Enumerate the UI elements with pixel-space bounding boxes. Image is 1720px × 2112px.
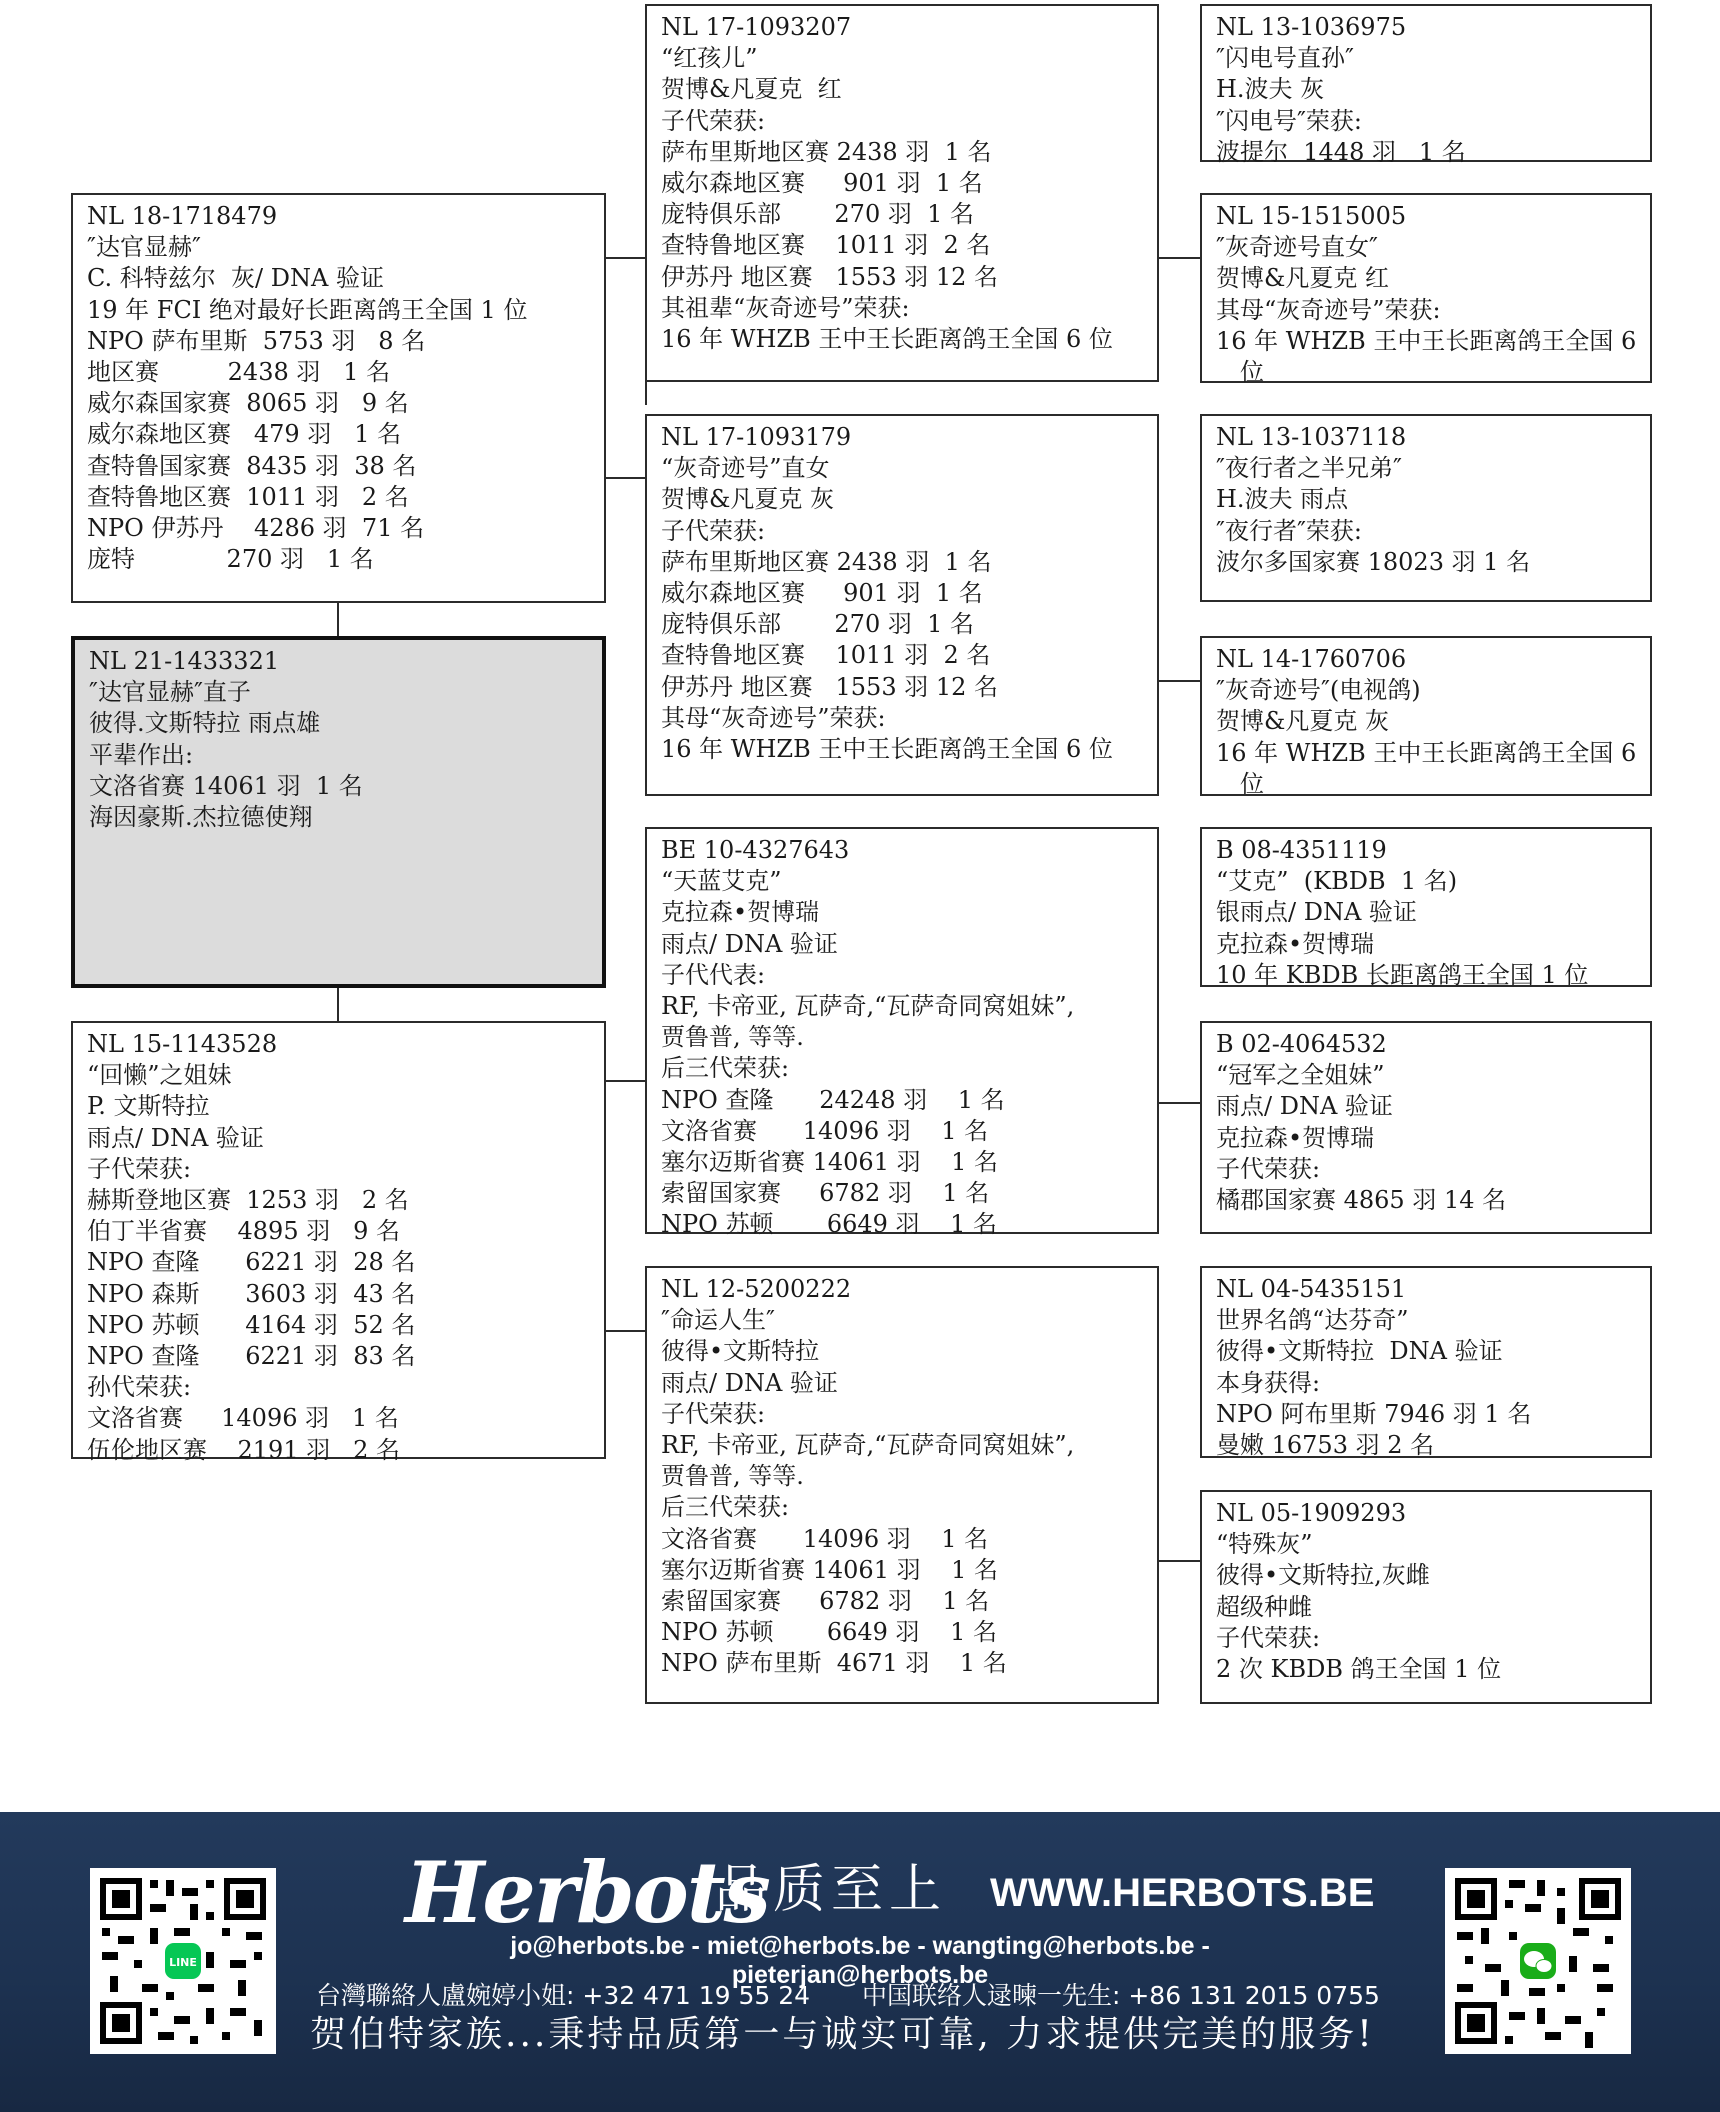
card-line: 本身获得: bbox=[1216, 1368, 1321, 1397]
connector bbox=[337, 600, 339, 636]
ss-dam-card bbox=[1200, 193, 1652, 387]
card-line: 贾鲁普, 等等. bbox=[661, 1462, 804, 1491]
card-line: NPO 森斯 3603 羽 43 名 bbox=[87, 1279, 416, 1308]
dam-dam-card bbox=[645, 1266, 1159, 1704]
card-line: 威尔森地区赛 901 羽 1 名 bbox=[661, 579, 983, 608]
card-line: 索留国家赛 6782 羽 1 名 bbox=[661, 1587, 990, 1616]
card-line: 子代荣获: bbox=[661, 1399, 766, 1428]
card-line: 文洛省赛 14096 羽 1 名 bbox=[661, 1524, 989, 1553]
card-line: 威尔森地区赛 479 羽 1 名 bbox=[87, 420, 402, 449]
company-motto: 贺伯特家族...秉持品质第一与诚实可靠, 力求提供完美的服务! bbox=[310, 2014, 1375, 2055]
card-line: NPO 萨布里斯 5753 羽 8 名 bbox=[87, 326, 426, 355]
card-line: NL 04-5435151 bbox=[1216, 1275, 1407, 1303]
connector bbox=[1158, 1102, 1200, 1104]
card-line: 伊苏丹 地区赛 1553 羽 12 名 bbox=[661, 672, 999, 701]
card-line: 地区赛 2438 羽 1 名 bbox=[87, 358, 391, 387]
card-line: 银雨点/ DNA 验证 bbox=[1216, 898, 1417, 927]
slogan: 品质至上 bbox=[715, 1860, 948, 1920]
card-line: 平辈作出: bbox=[89, 740, 194, 769]
card-line: 16 年 WHZB 王中王长距离鸽王全国 6 bbox=[1216, 738, 1637, 767]
card-line: ″夜行者之半兄弟″ bbox=[1216, 454, 1402, 483]
wechat-qr-code[interactable] bbox=[1445, 1868, 1631, 2054]
card-line: “特殊灰” bbox=[1216, 1530, 1313, 1559]
footer-banner bbox=[0, 1812, 1720, 2112]
card-line: 海因豪斯.杰拉德使翔 bbox=[89, 803, 313, 832]
card-line: 其祖辈“灰奇迹号”荣获: bbox=[661, 293, 910, 322]
card-line: NPO 伊苏丹 4286 羽 71 名 bbox=[87, 514, 425, 543]
card-line: 10 年 KBDB 长距离鸽王全国 1 位 bbox=[1216, 960, 1589, 989]
card-line: 雨点/ DNA 验证 bbox=[1216, 1092, 1393, 1121]
card-line: 子代荣获: bbox=[1216, 1623, 1321, 1652]
card-line: RF, 卡帝亚, 瓦萨奇,“瓦萨奇同窝姐妹”, bbox=[661, 1431, 1075, 1460]
card-line: 伯丁半省赛 4895 羽 9 名 bbox=[87, 1217, 401, 1246]
svg-text:LINE: LINE bbox=[169, 1956, 197, 1969]
card-line: 克拉森•贺博瑞 bbox=[1216, 929, 1375, 958]
card-line: 雨点/ DNA 验证 bbox=[661, 1368, 838, 1397]
card-line: ″达官显赫″ bbox=[87, 233, 201, 262]
card-line: 威尔森地区赛 901 羽 1 名 bbox=[661, 169, 983, 198]
ds-dam-card bbox=[1200, 1021, 1652, 1234]
card-line: 雨点/ DNA 验证 bbox=[87, 1123, 264, 1152]
card-line: “红孩儿” bbox=[661, 44, 758, 73]
ds-sire-card bbox=[1200, 827, 1652, 987]
card-line: 查特鲁地区赛 1011 羽 2 名 bbox=[661, 641, 991, 670]
card-line: 文洛省赛 14096 羽 1 名 bbox=[661, 1116, 989, 1145]
card-line: 贺博&凡夏克 红 bbox=[661, 75, 842, 104]
card-line: 塞尔迈斯省赛 14061 羽 1 名 bbox=[661, 1148, 999, 1177]
card-line: 贾鲁普, 等等. bbox=[661, 1023, 804, 1052]
card-line: ″闪电号直孙″ bbox=[1216, 44, 1354, 73]
card-line: NL 15-1515005 bbox=[1216, 202, 1407, 230]
card-line: NL 13-1036975 bbox=[1216, 13, 1407, 41]
card-line: 子代荣获: bbox=[87, 1154, 192, 1183]
card-line: 彼得•文斯特拉 DNA 验证 bbox=[1216, 1337, 1503, 1366]
card-line: B 02-4064532 bbox=[1216, 1030, 1387, 1058]
card-line: NL 18-1718479 bbox=[87, 202, 278, 230]
connector bbox=[605, 1080, 645, 1082]
card-line: H.波夫 雨点 bbox=[1216, 485, 1349, 514]
connector bbox=[605, 1330, 645, 1332]
card-line: 橘郡国家赛 4865 羽 14 名 bbox=[1216, 1186, 1507, 1215]
website-link[interactable]: WWW.HERBOTS.BE bbox=[990, 1871, 1375, 1915]
card-line: 位 bbox=[1240, 358, 1264, 387]
card-line: 贺博&凡夏克 灰 bbox=[1216, 707, 1389, 736]
card-line: 16 年 WHZB 王中王长距离鸽王全国 6 位 bbox=[661, 325, 1113, 354]
card-line: NPO 查隆 6221 羽 83 名 bbox=[87, 1342, 416, 1371]
card-line: 威尔森国家赛 8065 羽 9 名 bbox=[87, 389, 409, 418]
connector bbox=[1158, 680, 1200, 682]
card-line: 子代荣获: bbox=[661, 516, 766, 545]
card-line: P. 文斯特拉 bbox=[87, 1092, 210, 1121]
card-line: 16 年 WHZB 王中王长距离鸽王全国 6 位 bbox=[661, 735, 1113, 764]
connector bbox=[337, 988, 339, 1022]
dd-dam-card bbox=[1200, 1490, 1652, 1704]
contact-taiwan: 台灣聯絡人盧婉婷小姐: +32 471 19 55 24 bbox=[316, 1981, 811, 2010]
card-line: 庞特 270 羽 1 名 bbox=[87, 545, 374, 574]
dd-sire-card bbox=[1200, 1266, 1652, 1458]
card-line: 文洛省赛 14061 羽 1 名 bbox=[89, 771, 363, 800]
card-line: NPO 查隆 6221 羽 28 名 bbox=[87, 1248, 416, 1277]
card-line: NL 05-1909293 bbox=[1216, 1499, 1407, 1527]
card-line: 彼得.文斯特拉 雨点雄 bbox=[89, 709, 321, 738]
card-line: 世界名鸽“达芬奇” bbox=[1216, 1306, 1409, 1335]
connector bbox=[1158, 257, 1200, 259]
card-line: 伊苏丹 地区赛 1553 羽 12 名 bbox=[661, 262, 999, 291]
sire-sire-card bbox=[645, 4, 1159, 382]
card-line: 克拉森•贺博瑞 bbox=[661, 898, 820, 927]
card-line: ″命运人生″ bbox=[661, 1306, 775, 1335]
card-line: 其母“灰奇迹号”荣获: bbox=[1216, 295, 1441, 324]
card-line: ″夜行者″荣获: bbox=[1216, 516, 1363, 545]
card-line: 萨布里斯地区赛 2438 羽 1 名 bbox=[661, 547, 992, 576]
card-line: NPO 萨布里斯 4671 羽 1 名 bbox=[661, 1649, 1007, 1678]
card-line: 彼得•文斯特拉,灰雌 bbox=[1216, 1561, 1430, 1590]
sd-sire-card bbox=[1200, 414, 1652, 602]
card-line: “天蓝艾克” bbox=[661, 867, 782, 896]
card-line: NL 21-1433321 bbox=[89, 647, 280, 675]
card-line: 贺博&凡夏克 灰 bbox=[661, 485, 834, 514]
connector bbox=[1158, 1560, 1200, 1562]
card-line: 查特鲁国家赛 8435 羽 38 名 bbox=[87, 451, 417, 480]
card-line: 孙代荣获: bbox=[87, 1373, 192, 1402]
connector bbox=[605, 257, 645, 259]
card-line: NPO 查隆 24248 羽 1 名 bbox=[661, 1085, 1005, 1114]
card-line: ″灰奇迹号″(电视鸽) bbox=[1216, 676, 1421, 705]
card-line: 超级种雌 bbox=[1216, 1592, 1312, 1621]
card-line: RF, 卡帝亚, 瓦萨奇,“瓦萨奇同窝姐妹”, bbox=[661, 992, 1075, 1021]
email-contacts[interactable]: jo@herbots.be - miet@herbots.be - wangting@herbots.be - pieterjan@herbots.be bbox=[510, 1932, 1210, 1989]
card-line: 波尔多国家赛 18023 羽 1 名 bbox=[1216, 547, 1531, 576]
card-line: 庞特俱乐部 270 羽 1 名 bbox=[661, 200, 974, 229]
card-line: NL 12-5200222 bbox=[661, 1275, 852, 1303]
dam-card bbox=[71, 1021, 606, 1464]
card-line: 查特鲁地区赛 1011 羽 2 名 bbox=[87, 482, 409, 511]
card-line: 其母“灰奇迹号”荣获: bbox=[661, 703, 886, 732]
card-line: 查特鲁地区赛 1011 羽 2 名 bbox=[661, 231, 991, 260]
card-line: “灰奇迹号”直女 bbox=[661, 454, 830, 483]
card-line: NPO 苏顿 4164 羽 52 名 bbox=[87, 1310, 416, 1339]
card-line: NPO 苏顿 6649 羽 1 名 bbox=[661, 1210, 997, 1239]
card-line: 16 年 WHZB 王中王长距离鸽王全国 6 bbox=[1216, 326, 1637, 355]
card-line: 2 次 KBDB 鸽王全国 1 位 bbox=[1216, 1655, 1502, 1684]
card-line: B 08-4351119 bbox=[1216, 836, 1387, 864]
phone-contacts bbox=[316, 1976, 1406, 2012]
card-line: 赫斯登地区赛 1253 羽 2 名 bbox=[87, 1186, 409, 1215]
card-line: 曼嫩 16753 羽 2 名 bbox=[1216, 1431, 1435, 1460]
card-line: “回懒”之姐妹 bbox=[87, 1061, 232, 1090]
sire-card bbox=[71, 193, 606, 603]
ss-sire-card bbox=[1200, 4, 1652, 166]
card-line: 彼得•文斯特拉 bbox=[661, 1337, 820, 1366]
card-line: 后三代荣获: bbox=[661, 1493, 790, 1522]
card-line: 子代荣获: bbox=[1216, 1154, 1321, 1183]
sire-dam-card bbox=[645, 414, 1159, 796]
card-line: NL 17-1093179 bbox=[661, 423, 852, 451]
card-line: 贺博&凡夏克 红 bbox=[1216, 264, 1389, 293]
card-line: NPO 阿布里斯 7946 羽 1 名 bbox=[1216, 1399, 1532, 1428]
card-line: 子代荣获: bbox=[661, 106, 766, 135]
card-line: NL 14-1760706 bbox=[1216, 645, 1407, 673]
card-line: 19 年 FCI 绝对最好长距离鸽王全国 1 位 bbox=[87, 295, 528, 324]
connector bbox=[605, 477, 645, 479]
sd-dam-card bbox=[1200, 636, 1652, 796]
card-line: C. 科特兹尔 灰/ DNA 验证 bbox=[87, 264, 384, 293]
card-line: 后三代荣获: bbox=[661, 1054, 790, 1083]
card-line: 庞特俱乐部 270 羽 1 名 bbox=[661, 610, 974, 639]
card-line: 索留国家赛 6782 羽 1 名 bbox=[661, 1179, 990, 1208]
dam-sire-card bbox=[645, 827, 1159, 1239]
card-line: ″闪电号″荣获: bbox=[1216, 106, 1363, 135]
card-line: NL 15-1143528 bbox=[87, 1030, 278, 1058]
card-line: 位 bbox=[1240, 769, 1264, 798]
line-qr-code[interactable] bbox=[90, 1868, 276, 2054]
herbots-logo: Herbots bbox=[405, 1843, 769, 1942]
card-line: 伍伦地区赛 2191 羽 2 名 bbox=[87, 1435, 401, 1464]
card-line: NL 13-1037118 bbox=[1216, 423, 1407, 451]
card-line: 萨布里斯地区赛 2438 羽 1 名 bbox=[661, 137, 992, 166]
card-line: 雨点/ DNA 验证 bbox=[661, 929, 838, 958]
card-line: “艾克” (KBDB 1 名) bbox=[1216, 867, 1458, 896]
card-line: H.波夫 灰 bbox=[1216, 75, 1325, 104]
card-line: 文洛省赛 14096 羽 1 名 bbox=[87, 1404, 399, 1433]
card-line: BE 10-4327643 bbox=[661, 836, 850, 864]
card-line: 子代代表: bbox=[661, 960, 766, 989]
card-line: ″达官显赫″直子 bbox=[89, 678, 251, 707]
card-line: NPO 苏顿 6649 羽 1 名 bbox=[661, 1618, 997, 1647]
card-line: 波提尔 1448 羽 1 名 bbox=[1216, 137, 1466, 166]
card-line: ″灰奇迹号直女″ bbox=[1216, 233, 1378, 262]
subject-card bbox=[71, 636, 606, 988]
card-line: “冠军之全姐妹” bbox=[1216, 1061, 1385, 1090]
card-line: 塞尔迈斯省赛 14061 羽 1 名 bbox=[661, 1555, 999, 1584]
card-line: NL 17-1093207 bbox=[661, 13, 852, 41]
card-line: 克拉森•贺博瑞 bbox=[1216, 1123, 1375, 1152]
contact-china: 中国联络人逯暕一先生: +86 131 2015 0755 bbox=[861, 1981, 1380, 2010]
